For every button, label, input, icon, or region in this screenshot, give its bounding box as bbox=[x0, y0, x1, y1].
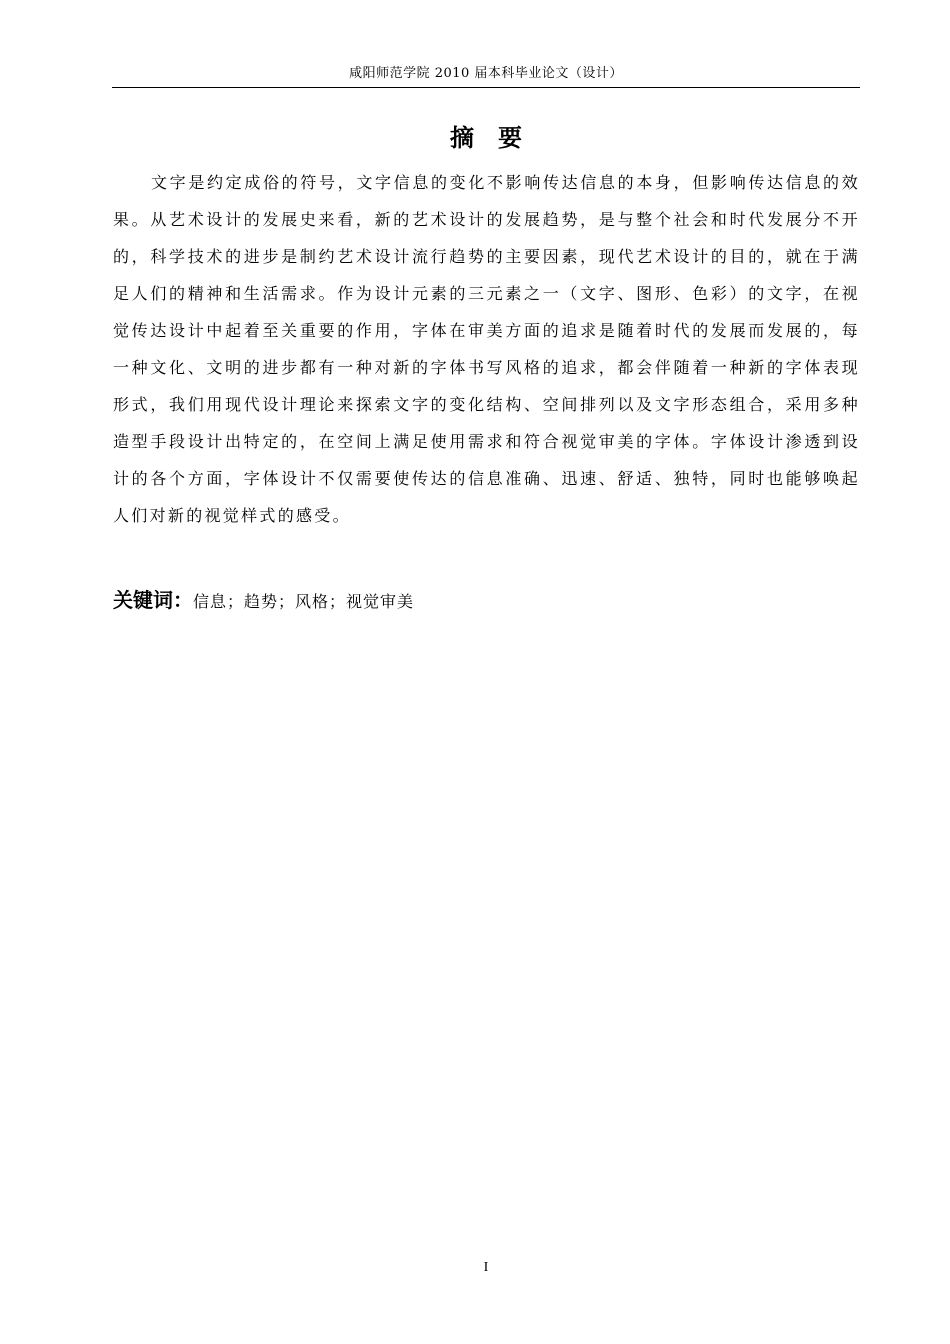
abstract-paragraph: 文字是约定成俗的符号，文字信息的变化不影响传达信息的本身，但影响传达信息的效果。从艺术设计的发展史来看，新的艺术设计的发展趋势，是与整个社会和时代发展分不开的，科学技术的进步是制约艺术设计流行趋势的主要因素，现代艺术设计的目的，就在于满足人们的精神和生活需求。作为设计元素的三元素之一（文字、图形、色彩）的文字，在视觉传达设计中起着至关重要的作用，字体在审美方面的追求是随着时代的发展而发展的，每一种文化、文明的进步都有一种对新的字体书写风格的追求，都会伴随着一种新的字体表现形式，我们用现代设计理论来探索文字的变化结构、空间排列以及文字形态组合，采用多种造型手段设计出特定的，在空间上满足使用需求和符合视觉审美的字体。字体设计渗透到设计的各个方面，字体设计不仅需要使传达的信息准确、迅速、舒适、独特，同时也能够唤起人们对新的视觉样式的感受。 bbox=[113, 173, 860, 525]
abstract-title: 摘要 bbox=[450, 124, 546, 152]
running-header: 咸阳师范学院 2010 届本科毕业论文（设计） bbox=[349, 66, 623, 81]
keywords-line bbox=[113, 583, 860, 619]
keywords-label: 关键词： bbox=[113, 588, 193, 612]
page-number: I bbox=[483, 1260, 489, 1275]
header-divider bbox=[112, 87, 860, 88]
keywords-value: 信息；趋势；风格；视觉审美 bbox=[193, 592, 415, 611]
